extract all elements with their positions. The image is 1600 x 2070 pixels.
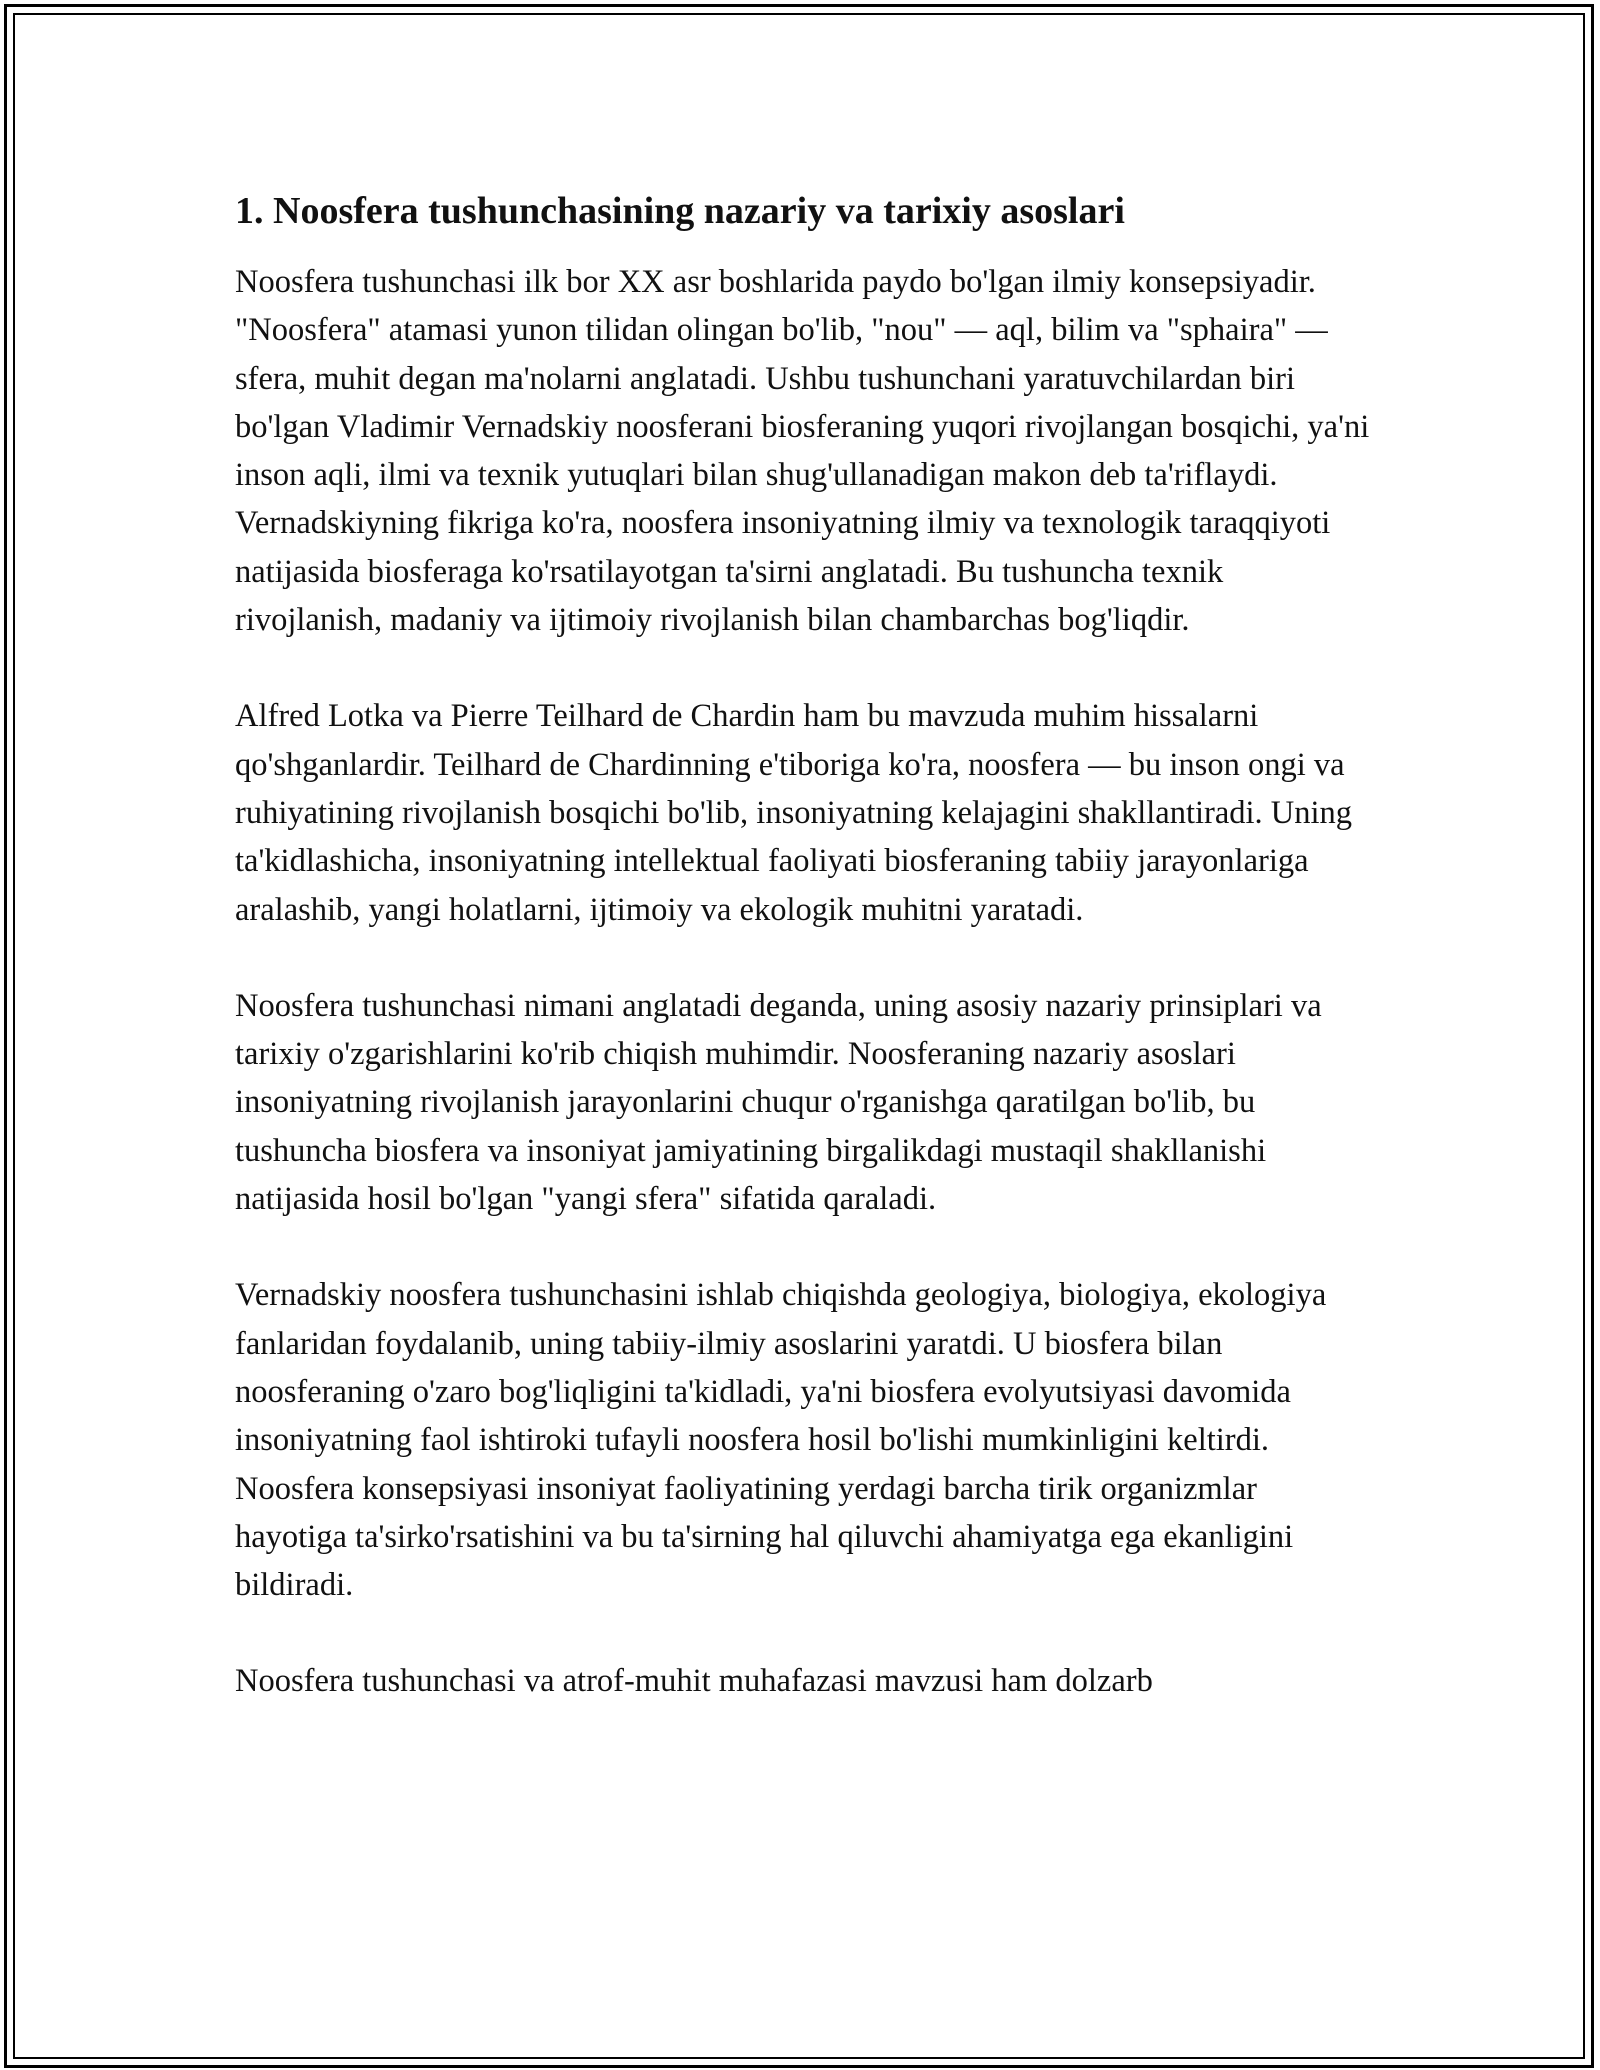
paragraph-2: Alfred Lotka va Pierre Teilhard de Chardin ham bu mavzuda muhim hissalarni qo'shganlardir. Teilhard de Chardinning e'tiboriga ko'ra, noosfera — bu inson ongi va ruhiyatining rivojlanish bosqichi bo'lib, insoniyatning kelajagini shakllantiradi. Uning ta'kidlashicha, insoniyatning intellektual faoliyati biosferaning tabiiy jarayonlariga aralashib, yangi holatlarni, ijtimoiy va ekologik muhitni yaratadi.	[235, 698, 1353, 928]
paragraph-1: Noosfera tushunchasi ilk bor XX asr boshlarida paydo bo'lgan ilmiy konsepsiyadir. "Noosfera" atamasi yunon tilidan olingan bo'lib, "nou" — aql, bilim va "sphaira" — sfera, muhit degan ma'nolarni anglatadi. Ushbu tushunchani yaratuvchilardan biri bo'lgan Vladimir Vernadskiy noosferani biosferaning yuqori rivojlangan bosqichi, ya'ni inson aqli, ilmi va texnik yutuqlari bilan shug'ullanadigan makon deb ta'riflaydi. Vernadskiyning fikriga ko'ra, noosfera insoniyatning ilmiy va texnologik taraqqiyoti natijasida biosferaga ko'rsatilayotgan ta'sirni anglatadi. Bu tushuncha texnik rivojlanish, madaniy va ijtimoiy rivojlanish bilan chambarchas bog'liqdir.	[235, 264, 1370, 639]
paragraph-3: Noosfera tushunchasi nimani anglatadi deganda, uning asosiy nazariy prinsiplari va tarixiy o'zgarishlarini ko'rib chiqish muhimdir. Noosferaning nazariy asoslari insoniyatning rivojlanish jarayonlarini chuqur o'rganishga qaratilgan bo'lib, bu tushuncha biosfera va insoniyat jamiyatining birgalikdagi mustaqil shakllanishi natijasida hosil bo'lgan "yangi sfera" sifatida qaraladi.	[235, 987, 1322, 1218]
paragraph-5: Noosfera tushunchasi va atrof-muhit muhafazasi mavzusi ham dolzarb	[235, 1663, 1153, 1700]
section-heading: 1. Noosfera tushunchasining nazariy va tarixiy asoslari	[235, 190, 1125, 232]
document-body	[235, 186, 1375, 1754]
paragraph-4: Vernadskiy noosfera tushunchasini ishlab chiqishda geologiya, biologiya, ekologiya fanlaridan foydalanib, uning tabiiy-ilmiy asoslarini yaratdi. U biosfera bilan noosferaning o'zaro bog'liqligini ta'kidladi, ya'ni biosfera evolyutsiyasi davomida insoniyatning faol ishtiroki tufayli noosfera hosil bo'lishi mumkinligini keltirdi. Noosfera konsepsiyasi insoniyat faoliyatining yerdagi barcha tirik organizmlar hayotiga ta'sirko'rsatishini va bu ta'sirning hal qiluvchi ahamiyatga ega ekanligini bildiradi.	[235, 1277, 1327, 1604]
